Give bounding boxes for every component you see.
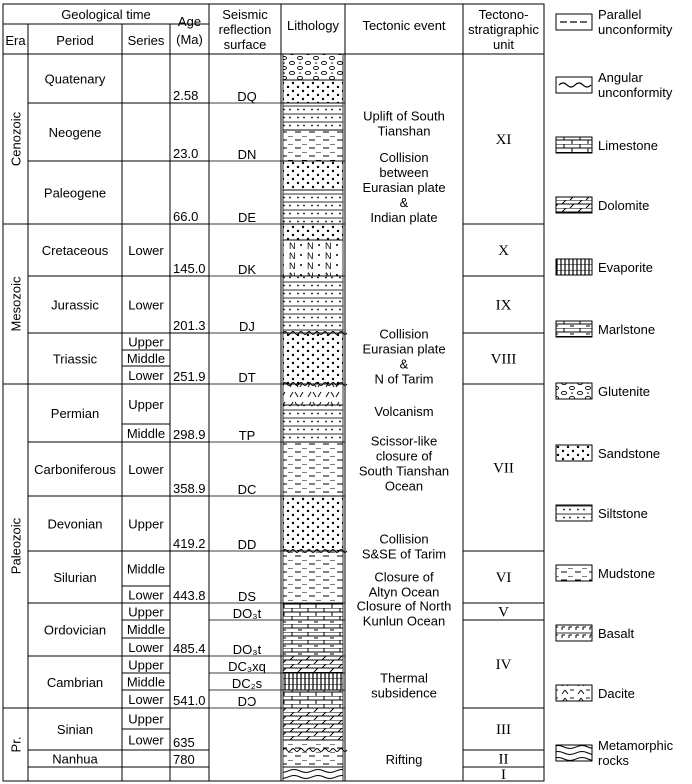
legend-label: Angular bbox=[598, 70, 643, 85]
period-label: Quatenary bbox=[44, 71, 106, 87]
header-tectonic-event: Tectonic event bbox=[362, 18, 446, 33]
unit-label: V bbox=[498, 604, 509, 621]
unit-label: VI bbox=[495, 570, 512, 586]
age-value: 443.8 bbox=[173, 588, 206, 603]
series-label: Upper bbox=[128, 604, 164, 620]
lithology-layer bbox=[283, 551, 343, 603]
era-label: Cenozoic bbox=[8, 111, 24, 167]
legend-label: Siltstone bbox=[598, 506, 648, 521]
unit-label: VII bbox=[493, 460, 514, 477]
age-value: 485.4 bbox=[173, 641, 206, 656]
legend-swatch bbox=[556, 77, 592, 93]
seismic-surface-label: DE bbox=[237, 210, 257, 225]
tectonic-event-text: Kunlun Ocean bbox=[362, 613, 446, 629]
header-series: Series bbox=[127, 33, 165, 48]
seismic-surface-label: DC₃xq bbox=[228, 659, 266, 674]
header-unit: unit bbox=[493, 37, 514, 52]
age-value: 298.9 bbox=[173, 427, 206, 442]
header-age-unit: (Ma) bbox=[176, 32, 203, 47]
period-label: Cambrian bbox=[46, 675, 104, 690]
unit-label: X bbox=[498, 243, 509, 259]
lithology-layer bbox=[283, 161, 343, 190]
seismic-surface-label: DK bbox=[237, 262, 257, 277]
series-label: Upper bbox=[128, 516, 164, 532]
tectonic-event-text: Volcanism bbox=[374, 404, 434, 419]
legend-swatch bbox=[556, 745, 592, 761]
header-unit: Tectono- bbox=[478, 7, 529, 22]
legend-item bbox=[556, 259, 653, 275]
legend-label: Limestone bbox=[598, 138, 658, 153]
lithology-layer bbox=[283, 54, 343, 80]
legend-item bbox=[556, 383, 650, 399]
unit-label: IV bbox=[495, 657, 512, 673]
legend-label: Evaporite bbox=[598, 260, 653, 275]
lithology-layer bbox=[283, 405, 343, 442]
legend-swatch bbox=[556, 137, 592, 153]
seismic-surface-label: DC₂s bbox=[231, 676, 263, 691]
age-value: 780 bbox=[173, 752, 195, 767]
series-label: Upper bbox=[128, 397, 164, 412]
legend-label: Dacite bbox=[598, 686, 635, 701]
series-label: Upper bbox=[128, 334, 164, 350]
series-label: Lower bbox=[128, 732, 164, 748]
period-label: Jurassic bbox=[51, 297, 99, 313]
lithology-layer bbox=[283, 620, 343, 656]
header-seismic: Seismic bbox=[222, 7, 268, 22]
legend-swatch bbox=[556, 625, 592, 641]
period-label: Neogene bbox=[48, 125, 102, 140]
series-label: Middle bbox=[126, 561, 166, 577]
header-age: Age bbox=[177, 14, 202, 29]
legend-item bbox=[556, 445, 660, 461]
seismic-surface-label: DO₃t bbox=[232, 606, 262, 621]
unit-label: III bbox=[496, 722, 511, 738]
series-label: Lower bbox=[128, 368, 164, 383]
legend-item bbox=[556, 7, 673, 37]
period-label: Permian bbox=[50, 406, 100, 421]
tectonic-event-text: & bbox=[399, 356, 409, 372]
tectonic-event-text: South Tianshan bbox=[358, 463, 450, 479]
age-value: 635 bbox=[173, 735, 195, 750]
legend-label: Glutenite bbox=[598, 384, 651, 399]
legend-swatch bbox=[556, 565, 592, 581]
era-label: Mesozoic bbox=[8, 276, 24, 332]
period-label: Triassic bbox=[52, 351, 98, 367]
legend-swatch bbox=[556, 445, 592, 461]
legend-item bbox=[556, 505, 648, 521]
age-value: 66.0 bbox=[173, 209, 199, 224]
table-text bbox=[5, 7, 539, 783]
tectonic-event-text: & bbox=[399, 195, 409, 210]
age-value: 201.3 bbox=[173, 318, 206, 333]
legend-swatch bbox=[556, 197, 592, 213]
legend-item bbox=[556, 685, 635, 701]
lithology-layer bbox=[283, 442, 343, 496]
tectonic-event-text: S&SE of Tarim bbox=[361, 546, 447, 562]
lithology-layer bbox=[283, 708, 343, 740]
seismic-surface-label: DN bbox=[237, 147, 257, 162]
age-value: 541.0 bbox=[173, 693, 206, 708]
unit-label: I bbox=[501, 767, 506, 783]
series-label: Lower bbox=[128, 587, 164, 603]
legend-swatch bbox=[556, 685, 592, 701]
series-label: Middle bbox=[126, 674, 166, 690]
period-label: Ordovician bbox=[43, 622, 107, 638]
tectonic-event-text: N of Tarim bbox=[374, 371, 434, 387]
legend bbox=[556, 7, 674, 768]
series-label: Middle bbox=[126, 351, 166, 366]
tectonic-event-text: Closure of bbox=[374, 569, 434, 585]
table-grid bbox=[3, 4, 544, 781]
lithology-layer bbox=[283, 656, 343, 673]
legend-label: Mudstone bbox=[598, 566, 656, 581]
legend-swatch bbox=[556, 505, 592, 521]
seismic-surface-label: DT bbox=[238, 370, 256, 385]
lithology-layer bbox=[283, 103, 343, 130]
seismic-surface-label: DƆ bbox=[237, 694, 257, 709]
lithology-layer bbox=[283, 690, 343, 708]
tectonic-event-text: Ocean bbox=[384, 478, 424, 494]
period-label: Cretaceous bbox=[41, 243, 109, 258]
tectonic-event-text: between bbox=[379, 165, 429, 180]
tectonic-event-text: Collision bbox=[379, 531, 429, 547]
series-label: Lower bbox=[128, 640, 164, 655]
tectonic-event-text: Uplift of South bbox=[363, 108, 445, 124]
tectonic-event-text: Scissor-like bbox=[370, 433, 438, 449]
lithology-layer bbox=[283, 190, 343, 224]
header-era: Era bbox=[5, 33, 26, 48]
era-label: Pr. bbox=[8, 736, 24, 753]
tectonic-event-text: Collision bbox=[379, 326, 429, 342]
tectonic-event-text: Closure of North bbox=[356, 598, 452, 614]
header-period: Period bbox=[56, 33, 94, 48]
series-label: Upper bbox=[128, 711, 164, 727]
seismic-surface-label: DQ bbox=[237, 89, 257, 104]
tectonic-event-text: Tianshan bbox=[377, 123, 431, 139]
header-seismic: reflection bbox=[218, 22, 272, 37]
series-label: Middle bbox=[126, 426, 166, 441]
lithology-layer bbox=[283, 224, 343, 240]
unit-label: II bbox=[498, 751, 509, 768]
lithology-layer bbox=[283, 384, 343, 405]
tectonic-event-text: Altyn Ocean bbox=[368, 584, 440, 600]
legend-label: Dolomite bbox=[598, 198, 650, 213]
tectonic-event-text: Eurasian plate bbox=[362, 180, 446, 195]
legend-item bbox=[556, 625, 635, 641]
seismic-surface-label: DJ bbox=[239, 319, 255, 334]
lithology-layer bbox=[283, 130, 343, 161]
lithology-layer bbox=[283, 673, 343, 690]
lithology-layer bbox=[283, 333, 343, 384]
legend-label: Parallel bbox=[598, 7, 642, 22]
seismic-surface-label: TP bbox=[238, 428, 256, 443]
age-value: 2.58 bbox=[173, 88, 199, 103]
seismic-surface-label: DC bbox=[237, 482, 257, 497]
tectonic-event-text: Thermal bbox=[380, 670, 428, 686]
tectonic-event-text: subsidence bbox=[371, 685, 437, 701]
legend-swatch bbox=[556, 321, 592, 337]
legend-swatch bbox=[556, 259, 592, 275]
series-label: Lower bbox=[128, 243, 164, 258]
seismic-surface-label: DO₃t bbox=[232, 642, 262, 657]
series-label: Upper bbox=[128, 657, 164, 673]
legend-label: Metamorphic bbox=[598, 738, 674, 753]
legend-item bbox=[556, 565, 655, 581]
legend-item bbox=[556, 738, 674, 768]
legend-label: Sandstone bbox=[598, 446, 661, 461]
lithology-layer bbox=[283, 740, 343, 767]
lithology-layer bbox=[283, 496, 343, 551]
tectonic-event-text: Rifting bbox=[385, 752, 423, 767]
header-unit: stratigraphic bbox=[468, 22, 539, 37]
age-value: 419.2 bbox=[173, 536, 206, 551]
age-value: 145.0 bbox=[173, 261, 206, 276]
tectonic-event-text: Eurasian plate bbox=[362, 341, 446, 357]
header-seismic: surface bbox=[223, 37, 267, 52]
age-value: 23.0 bbox=[173, 146, 199, 161]
legend-swatch bbox=[556, 383, 592, 399]
legend-label: rocks bbox=[598, 753, 630, 768]
age-value: 251.9 bbox=[173, 369, 206, 384]
series-label: Lower bbox=[128, 462, 164, 477]
period-label: Paleogene bbox=[43, 185, 107, 201]
period-label: Carboniferous bbox=[34, 462, 116, 477]
tectonic-event-text: Indian plate bbox=[370, 210, 438, 225]
unit-label: VIII bbox=[490, 351, 517, 368]
seismic-surface-label: DS bbox=[237, 589, 257, 604]
legend-item bbox=[556, 137, 658, 153]
legend-label: unconformity bbox=[598, 22, 673, 37]
seismic-surface-label: DD bbox=[237, 537, 257, 552]
unit-label: IX bbox=[495, 297, 512, 314]
legend-label: Marlstone bbox=[598, 322, 656, 337]
period-label: Sinian bbox=[56, 722, 94, 737]
legend-item bbox=[556, 321, 655, 337]
lithology-layer bbox=[283, 276, 343, 333]
header-lithology: Lithology bbox=[286, 18, 340, 33]
lithology-layer bbox=[283, 767, 343, 781]
lithology-column bbox=[283, 54, 347, 781]
unit-label: XI bbox=[495, 132, 512, 148]
legend-item bbox=[556, 70, 673, 100]
period-label: Silurian bbox=[53, 570, 97, 585]
era-label: Paleozoic bbox=[8, 517, 24, 575]
age-value: 358.9 bbox=[173, 481, 206, 496]
series-label: Lower bbox=[128, 297, 164, 313]
tectonic-event-text: Collision bbox=[379, 150, 429, 165]
series-label: Middle bbox=[126, 622, 166, 637]
legend-label: Basalt bbox=[598, 626, 635, 641]
lithology-layer bbox=[283, 240, 343, 276]
series-label: Lower bbox=[128, 692, 164, 707]
legend-label: unconformity bbox=[598, 85, 673, 100]
lithology-layer bbox=[283, 603, 343, 620]
header-geological-time: Geological time bbox=[61, 7, 151, 22]
period-label: Devonian bbox=[47, 516, 103, 532]
period-label: Nanhua bbox=[52, 751, 98, 767]
tectonic-event-text: closure of bbox=[375, 448, 433, 464]
legend-item bbox=[556, 197, 649, 213]
lithology-layer bbox=[283, 80, 343, 103]
